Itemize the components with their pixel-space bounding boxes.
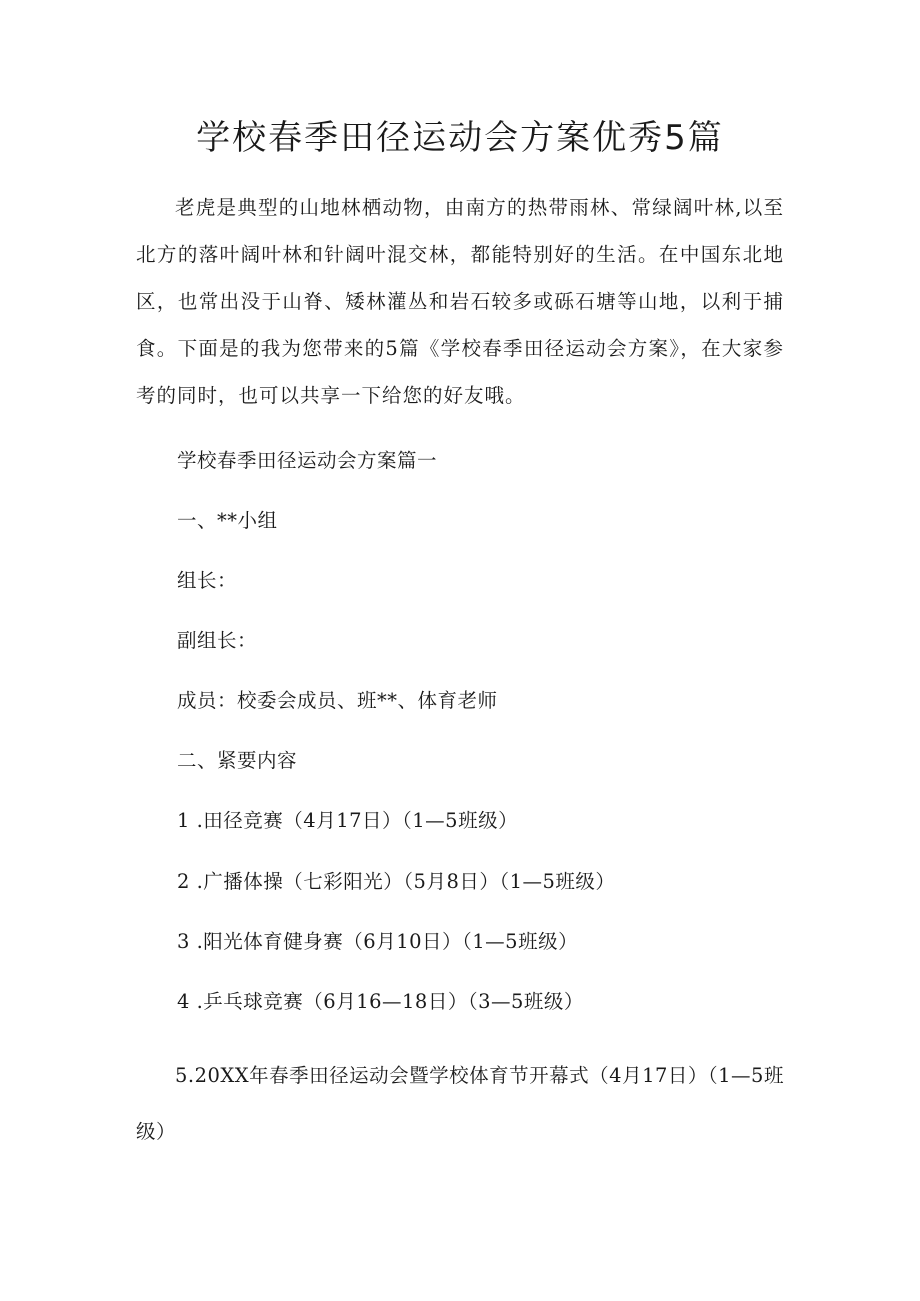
document-title: 学校春季田径运动会方案优秀5篇 [196,118,724,158]
list-item: 1 .田径竞赛（4月17日）（1—5班级） [177,809,519,832]
list-item: 2 .广播体操（七彩阳光）（5月8日）（1—5班级） [177,870,616,893]
list-item: 3 .阳光体育健身赛（6月10日）（1—5班级） [177,930,579,953]
list-item: 4 .乒乓球竞赛（6月16—18日）（3—5班级） [177,990,584,1013]
intro-paragraph: 老虎是典型的山地林栖动物，由南方的热带雨林、常绿阔叶林,以至北方的落叶阔叶林和针阔叶混交林，都能特别好的生活。在中国东北地区，也常出没于山脊、矮林灌丛和岩石较多或砾石塘等山地，以利于捕食。下面是的我为您带来的5篇《学校春季田径运动会方案》，在大家参考的同时，也可以共享一下给您的好友哦。 [136,196,784,407]
list-item: 5.20XX年春季田径运动会暨学校体育节开幕式（4月17日）（1—5班级） [136,1064,784,1143]
members-line: 成员：校委会成员、班**、体育老师 [177,689,498,712]
section-heading: 学校春季田径运动会方案篇一 [177,449,438,472]
deputy-leader-line: 副组长： [177,629,258,652]
group-heading: 一、**小组 [177,509,278,532]
content-heading: 二、紧要内容 [177,749,298,772]
leader-line: 组长： [177,569,238,592]
